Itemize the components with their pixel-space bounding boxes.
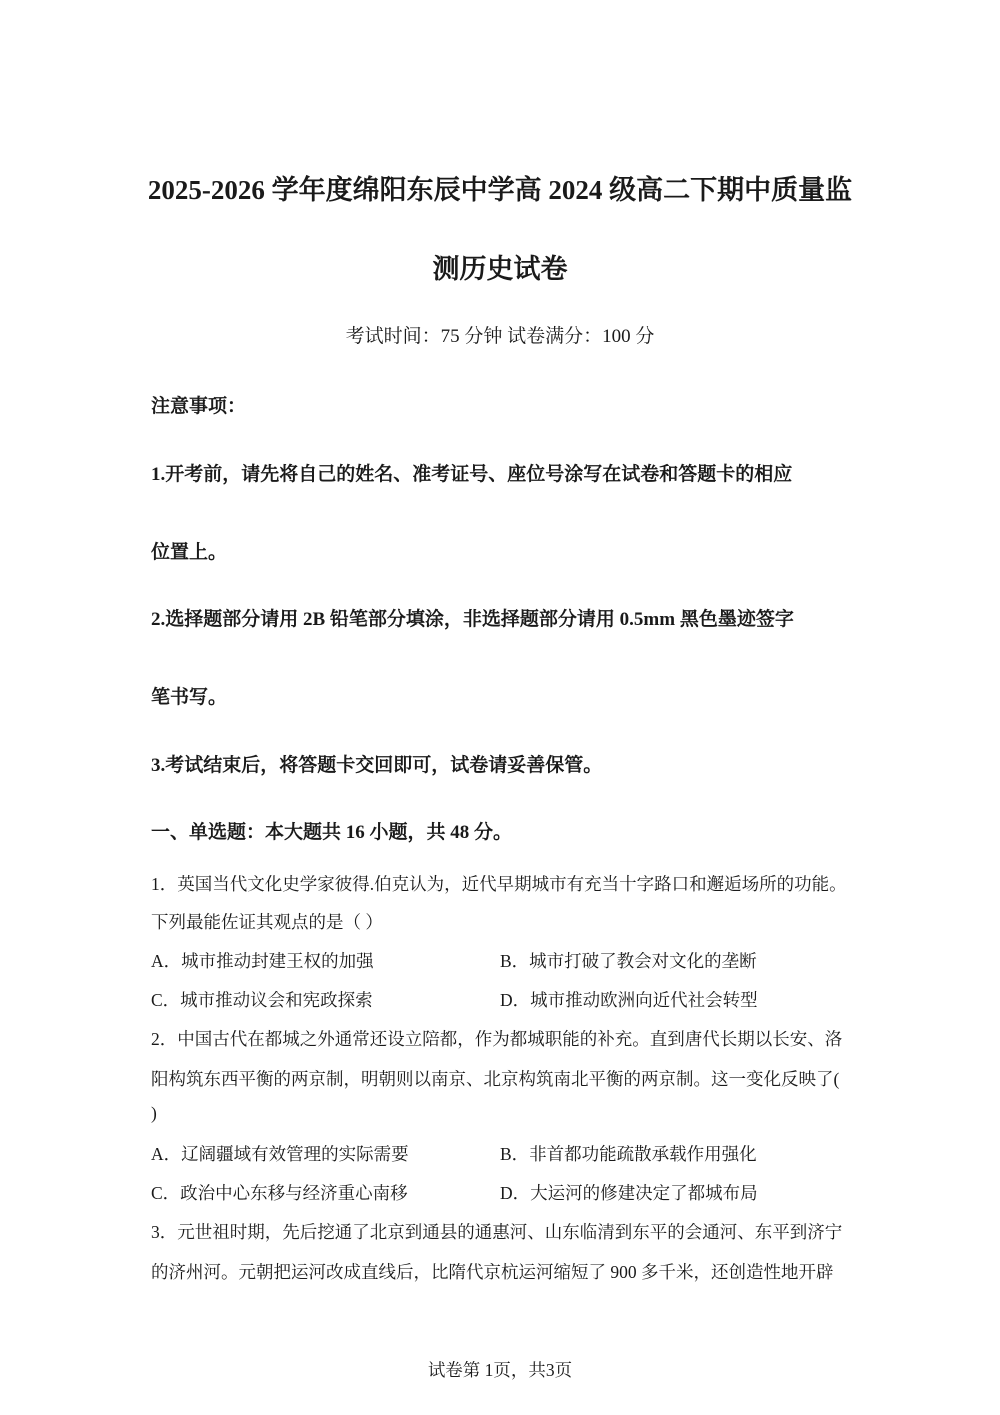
question-2-line1: 2．中国古代在都城之外通常还设立陪都，作为都城职能的补充。直到唐代长期以长安、洛 xyxy=(151,1029,843,1049)
note-item-1-line2: 位置上。 xyxy=(151,542,228,563)
exam-meta: 考试时间：75 分钟 试卷满分：100 分 xyxy=(345,326,655,347)
question-2-option-a: A．辽阔疆域有效管理的实际需要 xyxy=(151,1144,409,1164)
page-footer: 试卷第 1页，共3页 xyxy=(427,1360,573,1380)
question-1-option-c: C．城市推动议会和宪政探索 xyxy=(151,990,373,1010)
section-heading: 一、单选题：本大题共 16 小题，共 48 分。 xyxy=(151,822,513,843)
question-3-line2: 的济州河。元朝把运河改成直线后，比隋代京杭运河缩短了 900 多千米，还创造性地开辟 xyxy=(151,1262,834,1282)
question-1-line2: 下列最能佐证其观点的是（ ） xyxy=(151,912,383,932)
note-item-1-line1: 1.开考前，请先将自己的姓名、准考证号、座位号涂写在试卷和答题卡的相应 xyxy=(151,464,793,485)
question-1-option-d: D．城市推动欧洲向近代社会转型 xyxy=(500,990,758,1010)
exam-title-line2: 测历史试卷 xyxy=(432,254,568,284)
notes-heading: 注意事项： xyxy=(151,396,247,417)
question-2-line3: ) xyxy=(151,1103,157,1123)
note-item-2-line1: 2.选择题部分请用 2B 铅笔部分填涂，非选择题部分请用 0.5mm 黑色墨迹签字 xyxy=(151,609,794,630)
exam-title-line1: 2025-2026 学年度绵阳东辰中学高 2024 级高二下期中质量监 xyxy=(147,175,853,205)
question-2-option-d: D．大运河的修建决定了都城布局 xyxy=(500,1183,758,1203)
question-1-option-b: B．城市打破了教会对文化的垄断 xyxy=(500,951,757,971)
question-2-line2: 阳构筑东西平衡的两京制，明朝则以南京、北京构筑南北平衡的两京制。这一变化反映了( xyxy=(151,1069,840,1089)
note-item-3: 3.考试结束后，将答题卡交回即可，试卷请妥善保管。 xyxy=(151,755,603,776)
question-1-option-a: A．城市推动封建王权的加强 xyxy=(151,951,374,971)
note-item-2-line2: 笔书写。 xyxy=(151,687,228,708)
question-2-option-b: B．非首都功能疏散承载作用强化 xyxy=(500,1144,757,1164)
question-1-line1: 1．英国当代文化史学家彼得.伯克认为，近代早期城市有充当十字路口和邂逅场所的功能。 xyxy=(151,874,847,894)
question-2-option-c: C．政治中心东移与经济重心南移 xyxy=(151,1183,408,1203)
question-3-line1: 3．元世祖时期，先后挖通了北京到通县的通惠河、山东临清到东平的会通河、东平到济宁 xyxy=(151,1222,843,1242)
